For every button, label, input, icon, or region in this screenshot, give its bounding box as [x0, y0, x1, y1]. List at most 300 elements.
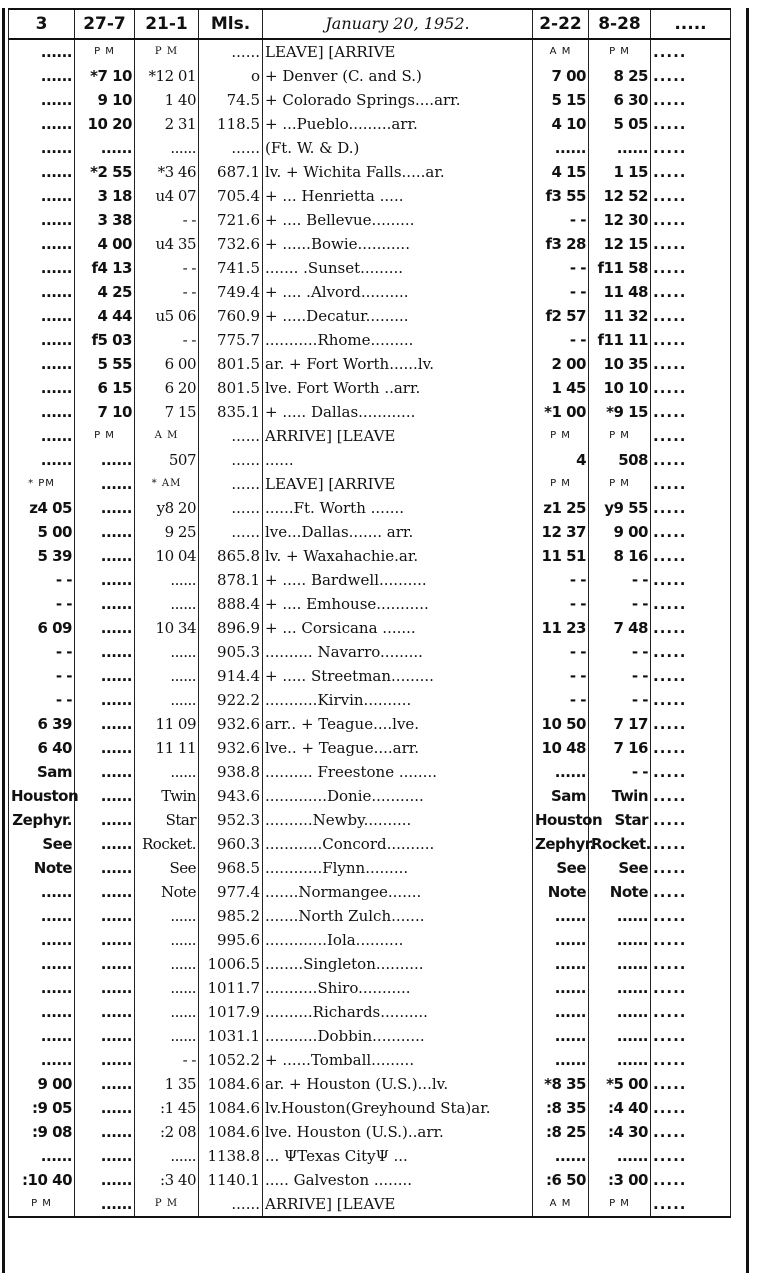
table-cell: 1006.5	[199, 952, 263, 976]
table-row	[9, 232, 731, 256]
table-cell: f2 57	[533, 304, 589, 328]
table-cell: 905.3	[199, 640, 263, 664]
table-row	[9, 520, 731, 544]
timetable	[8, 8, 731, 1218]
table-cell: ......	[9, 112, 75, 136]
table-row	[9, 1192, 731, 1217]
table-cell: lve...Dallas....... arr.	[263, 520, 533, 544]
table-cell: ......	[533, 904, 589, 928]
table-cell: .....	[651, 760, 731, 784]
table-cell: .....	[651, 952, 731, 976]
table-cell: ......	[9, 928, 75, 952]
table-cell: 8 25	[589, 64, 651, 88]
table-cell: .....	[651, 808, 731, 832]
table-row	[9, 136, 731, 160]
table-cell: .....	[651, 328, 731, 352]
table-cell: Zephyr.	[533, 832, 589, 856]
table-cell: ......	[9, 880, 75, 904]
table-cell: ......	[9, 1048, 75, 1072]
table-cell: 12 37	[533, 520, 589, 544]
table-cell: 5 39	[9, 544, 75, 568]
table-cell: + .... Bellevue.........	[263, 208, 533, 232]
table-cell: ............Flynn.........	[263, 856, 533, 880]
table-row	[9, 736, 731, 760]
table-row	[9, 832, 731, 856]
table-row	[9, 712, 731, 736]
table-cell: - -	[589, 664, 651, 688]
table-cell: *9 15	[589, 400, 651, 424]
table-cell: 5 15	[533, 88, 589, 112]
table-cell: ......	[75, 952, 135, 976]
table-cell: lv. + Waxahachie.ar.	[263, 544, 533, 568]
table-row	[9, 280, 731, 304]
table-cell: ......	[135, 1144, 199, 1168]
table-cell: .....	[651, 736, 731, 760]
table-cell: ......	[199, 496, 263, 520]
table-cell: 922.2	[199, 688, 263, 712]
table-cell: .....	[651, 136, 731, 160]
table-cell: 3 18	[75, 184, 135, 208]
table-cell: + .....Decatur.........	[263, 304, 533, 328]
table-cell: .....	[651, 928, 731, 952]
table-cell: 11 32	[589, 304, 651, 328]
table-cell: 508	[589, 448, 651, 472]
table-cell: ......	[533, 760, 589, 784]
table-cell: .....	[651, 592, 731, 616]
table-cell: *8 35	[533, 1072, 589, 1096]
table-cell: 6 39	[9, 712, 75, 736]
table-cell: 835.1	[199, 400, 263, 424]
table-cell: 687.1	[199, 160, 263, 184]
table-cell: ......	[75, 1096, 135, 1120]
table-cell: + ......Tomball.........	[263, 1048, 533, 1072]
table-cell: .....	[651, 472, 731, 496]
table-cell: - -	[9, 640, 75, 664]
table-cell: ......	[75, 136, 135, 160]
table-cell: P M	[589, 472, 651, 496]
table-cell: .....	[651, 280, 731, 304]
table-cell: 11 23	[533, 616, 589, 640]
table-cell: 995.6	[199, 928, 263, 952]
table-cell: ......	[533, 1000, 589, 1024]
table-cell: ......	[135, 640, 199, 664]
table-cell: - -	[533, 328, 589, 352]
table-cell: ......	[589, 136, 651, 160]
table-cell: 1 15	[589, 160, 651, 184]
table-cell: lve.. + Teague....arr.	[263, 736, 533, 760]
table-cell: + ... Henrietta .....	[263, 184, 533, 208]
table-cell: 3 38	[75, 208, 135, 232]
table-cell: P M	[75, 39, 135, 64]
table-cell: ..........Newby..........	[263, 808, 533, 832]
table-cell: 960.3	[199, 832, 263, 856]
table-cell: 4 00	[75, 232, 135, 256]
table-cell: .....	[651, 904, 731, 928]
table-cell: 10 35	[589, 352, 651, 376]
table-cell: 10 48	[533, 736, 589, 760]
table-cell: ......	[75, 496, 135, 520]
table-cell: - -	[533, 280, 589, 304]
table-cell: 968.5	[199, 856, 263, 880]
header-row	[9, 9, 731, 39]
table-cell: .......... Navarro.........	[263, 640, 533, 664]
table-cell: ...........Kirvin..........	[263, 688, 533, 712]
table-cell: + Denver (C. and S.)	[263, 64, 533, 88]
table-cell: ar. + Fort Worth......lv.	[263, 352, 533, 376]
table-cell: A M	[533, 1192, 589, 1217]
table-cell: ......	[75, 832, 135, 856]
table-cell: ......	[589, 904, 651, 928]
table-cell: ... ΨTexas CityΨ ...	[263, 1144, 533, 1168]
table-cell: 2 00	[533, 352, 589, 376]
table-cell: Zephyr.	[9, 808, 75, 832]
table-cell: ......	[9, 448, 75, 472]
table-cell: *3 46	[135, 160, 199, 184]
table-cell: .....	[651, 88, 731, 112]
table-cell: - -	[9, 688, 75, 712]
table-cell: :2 08	[135, 1120, 199, 1144]
table-cell: .......Normangee.......	[263, 880, 533, 904]
table-cell: P M	[75, 424, 135, 448]
table-cell: ......	[9, 280, 75, 304]
table-row	[9, 688, 731, 712]
table-cell: :4 30	[589, 1120, 651, 1144]
table-cell: 1084.6	[199, 1096, 263, 1120]
table-row	[9, 376, 731, 400]
table-row	[9, 544, 731, 568]
table-cell: ......	[9, 1144, 75, 1168]
table-cell: See	[135, 856, 199, 880]
table-cell: ......	[199, 136, 263, 160]
table-cell: 749.4	[199, 280, 263, 304]
table-cell: 118.5	[199, 112, 263, 136]
table-cell: + ...Pueblo.........arr.	[263, 112, 533, 136]
table-cell: P M	[135, 1192, 199, 1217]
table-cell: ......	[533, 952, 589, 976]
table-cell: ......	[75, 1192, 135, 1217]
table-cell: Houston	[533, 808, 589, 832]
table-cell: 4 44	[75, 304, 135, 328]
table-cell: ......	[135, 664, 199, 688]
table-cell: ......	[135, 688, 199, 712]
table-cell: .....	[651, 784, 731, 808]
table-cell: ......	[9, 184, 75, 208]
table-cell: ......	[135, 568, 199, 592]
table-cell: lv.Houston(Greyhound Sta)ar.	[263, 1096, 533, 1120]
table-row	[9, 184, 731, 208]
table-row	[9, 904, 731, 928]
table-cell: 932.6	[199, 712, 263, 736]
table-cell: 7 16	[589, 736, 651, 760]
table-cell: ......	[75, 448, 135, 472]
table-cell: ......	[75, 1000, 135, 1024]
table-cell: LEAVE] [ARRIVE	[263, 472, 533, 496]
header-train-27-7: 27-7	[75, 9, 135, 39]
table-cell: ......	[9, 304, 75, 328]
table-cell: ......	[75, 592, 135, 616]
timetable-body	[9, 39, 731, 1217]
table-cell: 878.1	[199, 568, 263, 592]
table-row	[9, 1096, 731, 1120]
table-cell: .....	[651, 1168, 731, 1192]
table-cell: *1 00	[533, 400, 589, 424]
table-cell: u5 06	[135, 304, 199, 328]
table-cell: 7 15	[135, 400, 199, 424]
table-cell: .....	[651, 208, 731, 232]
table-row	[9, 664, 731, 688]
table-cell: .....	[651, 1192, 731, 1217]
table-cell: - -	[9, 592, 75, 616]
table-cell: ......	[75, 1168, 135, 1192]
table-row	[9, 592, 731, 616]
table-row	[9, 496, 731, 520]
table-cell: P M	[9, 1192, 75, 1217]
table-row	[9, 208, 731, 232]
table-cell: - -	[533, 256, 589, 280]
table-cell: P M	[589, 424, 651, 448]
table-cell: 1 45	[533, 376, 589, 400]
table-cell: *7 10	[75, 64, 135, 88]
table-row	[9, 352, 731, 376]
table-cell: ......	[9, 136, 75, 160]
table-cell: 896.9	[199, 616, 263, 640]
table-cell: *12 01	[135, 64, 199, 88]
table-cell: 507	[135, 448, 199, 472]
table-cell: 2 31	[135, 112, 199, 136]
table-cell: ......	[135, 928, 199, 952]
table-cell: ...........Dobbin...........	[263, 1024, 533, 1048]
table-cell: ......	[533, 1048, 589, 1072]
header-train-8-28: 8-28	[589, 9, 651, 39]
table-cell: Twin	[135, 784, 199, 808]
table-cell: ......	[75, 880, 135, 904]
table-cell: 11 09	[135, 712, 199, 736]
table-row	[9, 640, 731, 664]
table-cell: .....	[651, 544, 731, 568]
table-cell: 938.8	[199, 760, 263, 784]
header-train-2-22: 2-22	[533, 9, 589, 39]
table-cell: ......	[9, 904, 75, 928]
table-cell: ......	[135, 592, 199, 616]
table-cell: :8 35	[533, 1096, 589, 1120]
table-cell: 12 52	[589, 184, 651, 208]
table-cell: 7 48	[589, 616, 651, 640]
table-cell: 8 16	[589, 544, 651, 568]
table-cell: ......	[75, 1072, 135, 1096]
table-cell: 801.5	[199, 376, 263, 400]
table-cell: ......	[75, 568, 135, 592]
table-cell: A M	[533, 39, 589, 64]
table-cell: 1084.6	[199, 1120, 263, 1144]
table-cell: .....	[651, 856, 731, 880]
table-cell: ......	[9, 400, 75, 424]
table-cell: ......	[533, 1144, 589, 1168]
table-cell: 9 00	[589, 520, 651, 544]
table-cell: P M	[589, 1192, 651, 1217]
table-cell: ........Singleton..........	[263, 952, 533, 976]
table-row	[9, 88, 731, 112]
table-cell: 12 15	[589, 232, 651, 256]
table-cell: 5 55	[75, 352, 135, 376]
table-cell: .....	[651, 424, 731, 448]
table-cell: Sam	[533, 784, 589, 808]
table-cell: ......	[589, 1144, 651, 1168]
left-border-rule	[2, 8, 5, 1273]
table-cell: f4 13	[75, 256, 135, 280]
table-cell: :8 25	[533, 1120, 589, 1144]
table-cell: 1 40	[135, 88, 199, 112]
table-cell: .............Donie...........	[263, 784, 533, 808]
table-cell: ......	[135, 904, 199, 928]
table-cell: u4 07	[135, 184, 199, 208]
table-row	[9, 952, 731, 976]
table-cell: 775.7	[199, 328, 263, 352]
table-cell: .....	[651, 352, 731, 376]
table-cell: ......	[75, 544, 135, 568]
table-cell: (Ft. W. & D.)	[263, 136, 533, 160]
table-cell: ......	[589, 952, 651, 976]
table-cell: A M	[135, 424, 199, 448]
table-cell: ......	[75, 472, 135, 496]
table-cell: 74.5	[199, 88, 263, 112]
table-cell: 1084.6	[199, 1072, 263, 1096]
table-cell: .....	[651, 976, 731, 1000]
table-cell: .....	[651, 1096, 731, 1120]
table-cell: lv. + Wichita Falls.....ar.	[263, 160, 533, 184]
table-cell: .....	[651, 1120, 731, 1144]
table-cell: f3 28	[533, 232, 589, 256]
table-cell: 932.6	[199, 736, 263, 760]
table-cell: ......	[135, 760, 199, 784]
table-cell: ......	[75, 520, 135, 544]
table-row	[9, 928, 731, 952]
table-cell: - -	[589, 760, 651, 784]
table-cell: ......	[9, 424, 75, 448]
table-cell: ......	[75, 784, 135, 808]
table-cell: ...........Shiro...........	[263, 976, 533, 1000]
table-cell: .....	[651, 184, 731, 208]
table-cell: ......	[199, 39, 263, 64]
table-cell: + .... .Alvord..........	[263, 280, 533, 304]
table-cell: 10 20	[75, 112, 135, 136]
table-cell: 6 09	[9, 616, 75, 640]
table-cell: P M	[589, 39, 651, 64]
table-cell: ......	[75, 760, 135, 784]
table-cell: ......	[75, 928, 135, 952]
table-cell: Star	[135, 808, 199, 832]
table-cell: .....	[651, 448, 731, 472]
table-cell: 7 10	[75, 400, 135, 424]
table-cell: Houston	[9, 784, 75, 808]
table-cell: .......North Zulch.......	[263, 904, 533, 928]
table-cell: ......	[75, 688, 135, 712]
table-cell: ......	[533, 136, 589, 160]
table-cell: ......	[589, 976, 651, 1000]
table-cell: 11 48	[589, 280, 651, 304]
table-cell: ......	[199, 424, 263, 448]
table-cell: ARRIVE] [LEAVE	[263, 424, 533, 448]
table-cell: ..........Richards..........	[263, 1000, 533, 1024]
table-row	[9, 424, 731, 448]
table-cell: 4 25	[75, 280, 135, 304]
table-cell: .....	[651, 664, 731, 688]
table-cell: .............Iola..........	[263, 928, 533, 952]
table-cell: - -	[533, 640, 589, 664]
table-cell: ......	[589, 1024, 651, 1048]
table-cell: z4 05	[9, 496, 75, 520]
table-cell: 6 30	[589, 88, 651, 112]
table-cell: f5 03	[75, 328, 135, 352]
table-cell: ......	[589, 1000, 651, 1024]
table-cell: - -	[533, 568, 589, 592]
table-cell: + ..... Dallas............	[263, 400, 533, 424]
table-cell: 1031.1	[199, 1024, 263, 1048]
table-cell: 11 51	[533, 544, 589, 568]
table-cell: Sam	[9, 760, 75, 784]
table-cell: ......	[199, 448, 263, 472]
table-cell: P M	[533, 472, 589, 496]
table-cell: :1 45	[135, 1096, 199, 1120]
table-cell: P M	[135, 39, 199, 64]
table-cell: 4	[533, 448, 589, 472]
table-cell: - -	[533, 664, 589, 688]
table-cell: ......	[135, 136, 199, 160]
table-row	[9, 160, 731, 184]
table-cell: .....	[651, 112, 731, 136]
table-cell: 10 34	[135, 616, 199, 640]
table-cell: 760.9	[199, 304, 263, 328]
table-cell: + ..... Streetman.........	[263, 664, 533, 688]
right-border-rule	[746, 8, 749, 1273]
table-cell: * PM	[9, 472, 75, 496]
table-cell: y9 55	[589, 496, 651, 520]
table-cell: :9 08	[9, 1120, 75, 1144]
table-cell: ......	[75, 712, 135, 736]
table-cell: - -	[589, 592, 651, 616]
table-row	[9, 760, 731, 784]
table-row	[9, 568, 731, 592]
table-cell: ......	[75, 616, 135, 640]
table-cell: ......	[9, 376, 75, 400]
table-cell: ......	[263, 448, 533, 472]
table-cell: 705.4	[199, 184, 263, 208]
table-cell: z1 25	[533, 496, 589, 520]
table-cell: - -	[135, 208, 199, 232]
table-cell: ......	[9, 1024, 75, 1048]
table-cell: - -	[589, 688, 651, 712]
table-cell: Note	[533, 880, 589, 904]
table-cell: .....	[651, 1048, 731, 1072]
header-date: January 20, 1952.	[263, 9, 533, 39]
table-cell: .....	[651, 640, 731, 664]
table-cell: ....... .Sunset.........	[263, 256, 533, 280]
table-cell: ...........Rhome.........	[263, 328, 533, 352]
table-cell: 9 25	[135, 520, 199, 544]
table-cell: ..... Galveston ........	[263, 1168, 533, 1192]
table-cell: 914.4	[199, 664, 263, 688]
table-cell: .....	[651, 688, 731, 712]
table-cell: ......	[75, 664, 135, 688]
table-cell: .....	[651, 880, 731, 904]
table-cell: - -	[135, 280, 199, 304]
table-cell: - -	[135, 1048, 199, 1072]
table-cell: 9 10	[75, 88, 135, 112]
table-cell: ......	[9, 88, 75, 112]
table-cell: See	[589, 856, 651, 880]
table-cell: See	[533, 856, 589, 880]
table-cell: ......	[75, 1144, 135, 1168]
table-cell: 4 10	[533, 112, 589, 136]
